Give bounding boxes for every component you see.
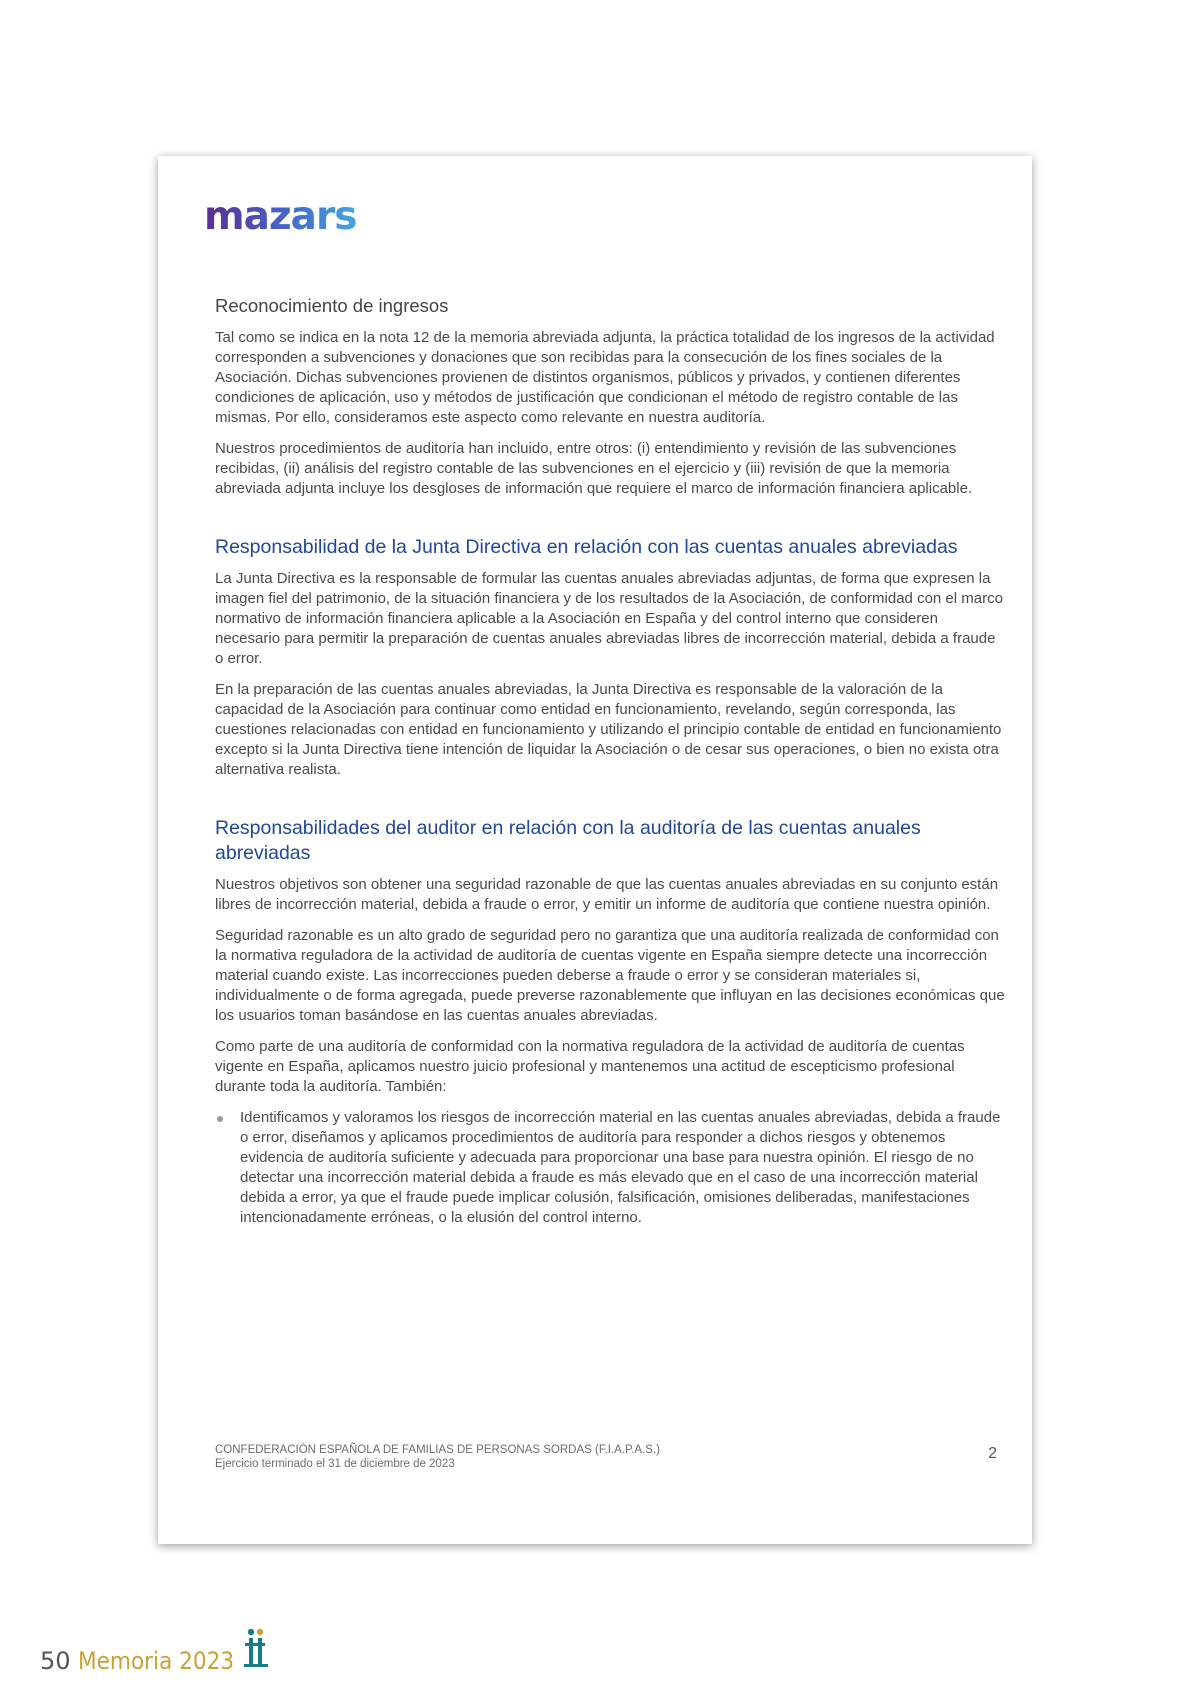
section-title-board-responsibility: Responsabilidad de la Junta Directiva en relación con las cuentas anuales abreviadas: [215, 536, 958, 558]
paragraph: Como parte de una auditoría de conformidad con la normativa reguladora de la actividad de auditoría de cuentas vigente en España, aplicamos nuestro juicio profesional y mantenemos una actitud de escepticismo profesional durante toda la auditoría. También:: [215, 1038, 965, 1095]
paragraph: En la preparación de las cuentas anuales abreviadas, la Junta Directiva es responsable de la valoración de la capacidad de la Asociación para continuar como entidad en funcionamiento, revelando, según corresponda, las cuestiones relacionadas con entidad en funcionamiento y utilizando el principio contable de entidad en funcionamiento excepto si la Junta Directiva tiene intención de liquidar la Asociación o de cesar sus operaciones, o bien no exista otra alternativa realista.: [215, 681, 1002, 778]
paragraph: Tal como se indica en la nota 12 de la memoria abreviada adjunta, la práctica totalidad de los ingresos de la actividad corresponden a subvenciones y donaciones que son recibidas para la consecución de los fines sociales de la Asociación. Dichas subvenciones provienen de distintos organismos, públicos y privados, y contienen diferentes condiciones de aplicación, uso y métodos de justificación que condicionan el método de registro contable de las mismas. Por ello, consideramos este aspecto como relevante en nuestra auditoría.: [215, 329, 995, 426]
paragraph: Seguridad razonable es un alto grado de seguridad pero no garantiza que una auditoría realizada de conformidad con la normativa reguladora de la actividad de auditoría de cuentas vigente en España siempre detecte una incorrección material cuando existe. Las incorrecciones pueden deberse a fraude o error y se consideran materiales si, individualmente o de forma agregada, puede preverse razonablemente que influyan en las decisiones económicas que los usuarios toman basándose en las cuentas anuales abreviadas.: [215, 927, 1005, 1024]
bullet-list: [215, 1108, 1005, 1228]
fiapas-logo-icon: [241, 1627, 271, 1678]
list-item-text: Identificamos y valoramos los riesgos de incorrección material en las cuentas anuales abreviadas, debida a fraude o error, diseñamos y aplicamos procedimientos de auditoría para responder a dichos riesgos y obtenemos evidencia de auditoría suficiente y adecuada para proporcionar una base para nuestra opinión. El riesgo de no detectar una incorrección material debida a fraude es más elevado que en el caso de una incorrección material debida a error, ya que el fraude puede implicar colusión, falsificación, omisiones deliberadas, manifestaciones intencionadamente erróneas, o la elusión del control interno.: [240, 1109, 1001, 1226]
mazars-logo-icon: [204, 196, 374, 238]
document-folio: [40, 1638, 271, 1678]
report-body: [215, 294, 1005, 1228]
audit-report-page: [158, 156, 1032, 1544]
footer-organization: CONFEDERACIÓN ESPAÑOLA DE FAMILIAS DE PERSONAS SORDAS (F.I.A.P.A.S.): [215, 1444, 660, 1456]
folio-page-number: 50: [40, 1647, 71, 1675]
section-title-auditor-responsibility: Responsabilidades del auditor en relación con la auditoría de las cuentas anuales abreviadas: [215, 817, 921, 864]
page-number: 2: [988, 1445, 997, 1462]
paragraph: Nuestros objetivos son obtener una seguridad razonable de que las cuentas anuales abreviadas en su conjunto están libres de incorrección material, debida a fraude o error, y emitir un informe de auditoría que contiene nuestra opinión.: [215, 876, 999, 913]
page-footer: [215, 1443, 1005, 1471]
folio-title: Memoria 2023: [77, 1647, 234, 1675]
bullet-icon: [217, 1116, 223, 1122]
mazars-logo: [204, 196, 374, 245]
footer-period: Ejercicio terminado el 31 de diciembre de 2023: [215, 1458, 455, 1470]
paragraph: Nuestros procedimientos de auditoría han incluido, entre otros: (i) entendimiento y revisión de las subvenciones recibidas, (ii) análisis del registro contable de las subvenciones en el ejercicio y (iii) revisión de que la memoria abreviada adjunta incluye los desgloses de información que requiere el marco de información financiera aplicable.: [215, 440, 973, 497]
subsection-title: Reconocimiento de ingresos: [215, 295, 449, 316]
list-item: [215, 1108, 1005, 1228]
mazars-logo-text: mazars: [204, 196, 357, 238]
paragraph: La Junta Directiva es la responsable de formular las cuentas anuales abreviadas adjuntas, de forma que expresen la imagen fiel del patrimonio, de la situación financiera y de los resultados de la Asociación, de conformidad con el marco normativo de información financiera aplicable a la Asociación en España y del control interno que consideren necesario para permitir la preparación de cuentas anuales abreviadas libres de incorrección material, debida a fraude o error.: [215, 570, 1003, 667]
